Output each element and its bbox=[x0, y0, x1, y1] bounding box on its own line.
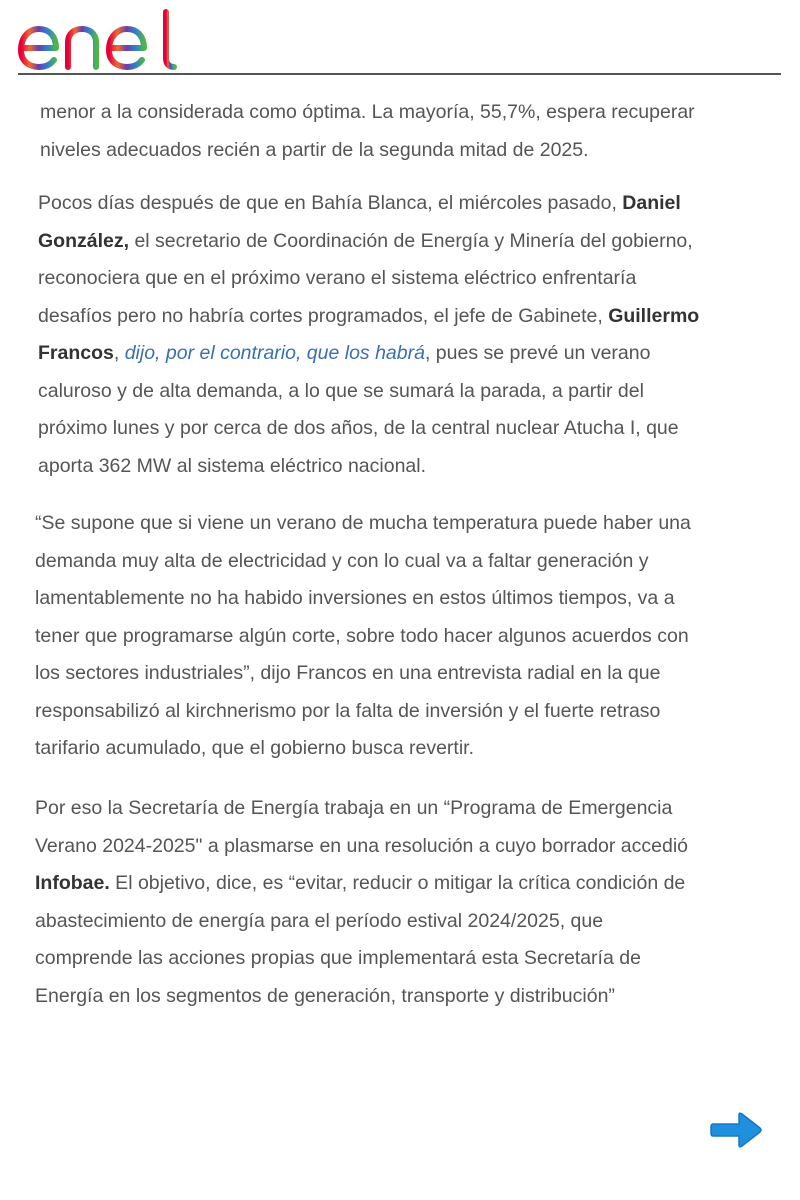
text-line: lamentablemente no ha habido inversiones en estos últimos tiempos, va a bbox=[35, 587, 675, 609]
text-line bbox=[38, 223, 699, 261]
text-line bbox=[38, 335, 699, 373]
text-segment: , pues se prevé un verano bbox=[424, 342, 651, 364]
text-line: próximo lunes y por cerca de dos años, de la central nuclear Atucha I, que bbox=[38, 417, 679, 439]
text-line: menor a la considerada como óptima. La mayoría, 55,7%, espera recuperar bbox=[40, 101, 695, 123]
page-header bbox=[0, 0, 800, 76]
next-page-button[interactable] bbox=[709, 1111, 763, 1149]
text-segment: El objetivo, dice, es “evitar, reducir o mitigar la crítica condición de bbox=[109, 872, 686, 894]
article-link[interactable]: dijo, por el contrario, que los habrá bbox=[124, 342, 425, 364]
text-line bbox=[38, 298, 699, 336]
bold-name: Infobae. bbox=[35, 872, 110, 894]
text-line: comprende las acciones propias que implementará esta Secretaría de bbox=[35, 947, 641, 969]
header-divider bbox=[18, 73, 781, 75]
article-paragraph-2 bbox=[38, 185, 699, 485]
arrow-right-icon bbox=[709, 1111, 763, 1149]
text-segment: Pocos días después de que en Bahía Blanca, el miércoles pasado, bbox=[38, 192, 623, 214]
bold-name: González, bbox=[38, 229, 130, 252]
text-line: demanda muy alta de electricidad y con lo cual va a faltar generación y bbox=[35, 549, 649, 572]
text-line: responsabilizó al kirchnerismo por la falta de inversión y el fuerte retraso bbox=[35, 699, 661, 722]
text-segment: el secretario de Coordinación de Energía y Minería del gobierno, bbox=[129, 229, 693, 252]
text-line: caluroso y de alta demanda, a lo que se sumará la parada, a partir del bbox=[38, 379, 644, 402]
article-paragraph-4 bbox=[35, 790, 688, 1015]
text-segment: desafíos pero no habría cortes programados, el jefe de Gabinete, bbox=[38, 304, 609, 327]
text-line: Verano 2024-2025" a plasmarse en una resolución a cuyo borrador accedió bbox=[35, 834, 689, 857]
article-paragraph-1 bbox=[40, 94, 695, 169]
bold-name: Francos bbox=[38, 342, 114, 364]
text-line: los sectores industriales”, dijo Francos en una entrevista radial en la que bbox=[35, 662, 661, 684]
text-line: Por eso la Secretaría de Energía trabaja en un “Programa de Emergencia bbox=[35, 797, 673, 819]
text-segment: , bbox=[113, 342, 125, 364]
text-line: tarifario acumulado, que el gobierno busca revertir. bbox=[35, 737, 474, 759]
text-line: niveles adecuados recién a partir de la segunda mitad de 2025. bbox=[40, 138, 589, 161]
text-line: aporta 362 MW al sistema eléctrico nacional. bbox=[38, 454, 427, 477]
text-line: Energía en los segmentos de generación, transporte y distribución” bbox=[35, 984, 615, 1007]
text-line bbox=[35, 865, 688, 903]
text-line: reconociera que en el próximo verano el sistema eléctrico enfrentaría bbox=[38, 267, 637, 289]
text-line: abastecimiento de energía para el período estival 2024/2025, que bbox=[35, 909, 604, 932]
bold-name: Guillermo bbox=[608, 304, 700, 327]
bold-name: Daniel bbox=[622, 192, 681, 214]
text-line: tener que programarse algún corte, sobre todo hacer algunos acuerdos con bbox=[35, 624, 689, 647]
enel-logo[interactable] bbox=[16, 6, 182, 70]
text-line bbox=[38, 185, 699, 223]
article-paragraph-3 bbox=[35, 505, 691, 768]
text-line: “Se supone que si viene un verano de mucha temperatura puede haber una bbox=[35, 512, 691, 534]
